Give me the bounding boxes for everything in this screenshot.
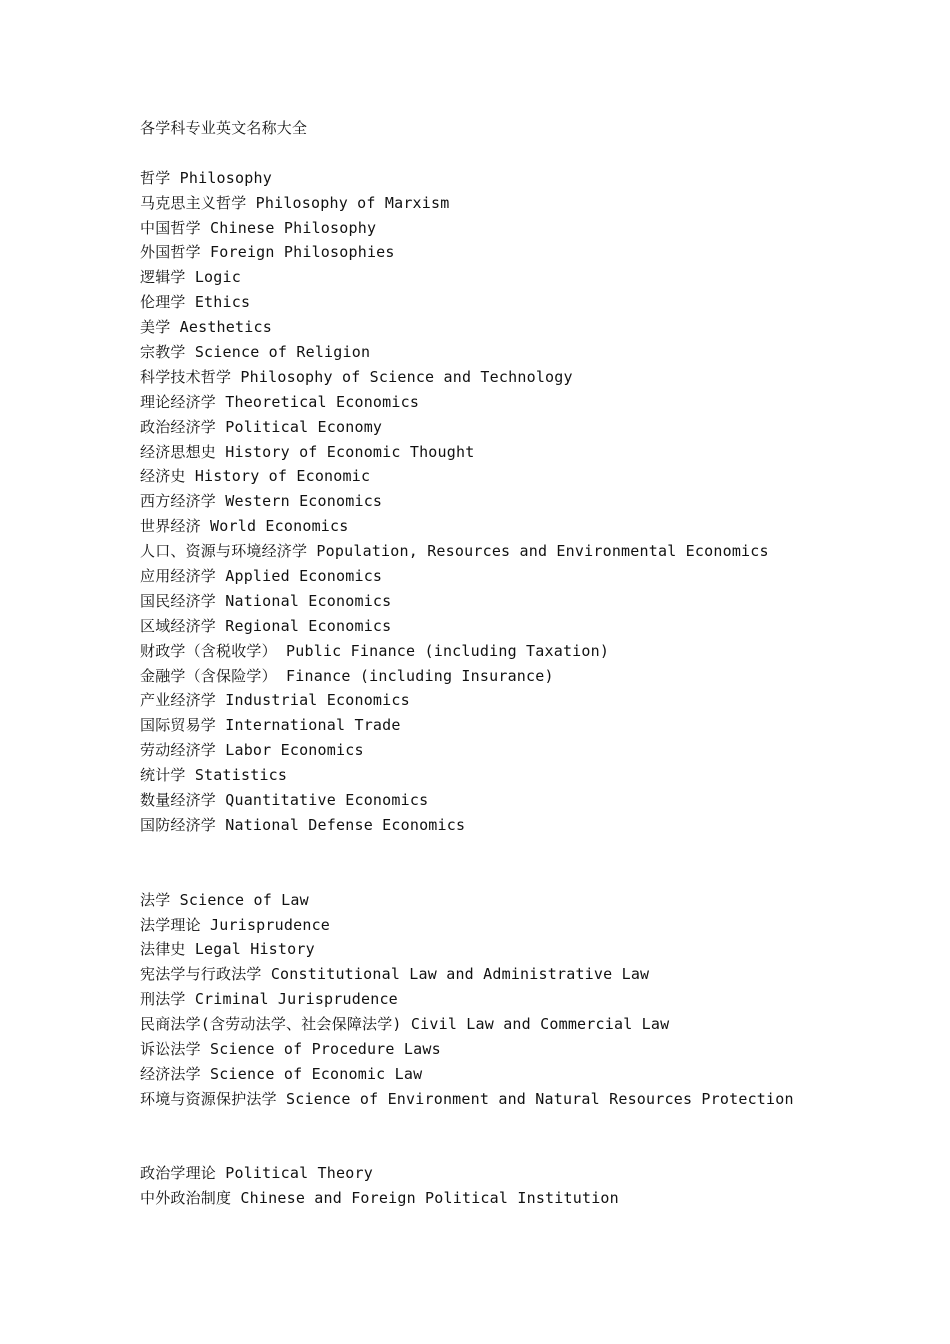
section-law — [140, 888, 920, 1112]
list-item: 区域经济学 Regional Economics — [140, 616, 392, 635]
list-item: 政治学理论 Political Theory — [140, 1164, 373, 1183]
list-item: 世界经济 World Economics — [140, 517, 349, 536]
list-item: 统计学 Statistics — [140, 766, 288, 785]
list-item: 人口、资源与环境经济学 Population, Resources and Environmental Economics — [140, 542, 769, 561]
list-item: 宪法学与行政法学 Constitutional Law and Administrative Law — [140, 965, 650, 984]
list-item: 经济法学 Science of Economic Law — [140, 1064, 423, 1083]
list-item: 逻辑学 Logic — [140, 268, 241, 287]
list-item: 宗教学 Science of Religion — [140, 343, 371, 362]
list-item: 国防经济学 National Defense Economics — [140, 815, 466, 834]
list-item: 经济史 History of Economic — [140, 467, 371, 486]
spacer — [140, 1112, 920, 1162]
list-item: 法学理论 Jurisprudence — [140, 915, 331, 934]
list-item: 应用经济学 Applied Economics — [140, 567, 383, 586]
list-item: 数量经济学 Quantitative Economics — [140, 791, 429, 810]
list-item: 科学技术哲学 Philosophy of Science and Technology — [140, 367, 573, 386]
document-title: 各学科专业英文名称大全 — [140, 119, 308, 137]
list-item: 哲学 Philosophy — [140, 168, 272, 187]
list-item: 环境与资源保护法学 Science of Environment and Natural Resources Protection — [140, 1089, 794, 1108]
list-item: 经济思想史 History of Economic Thought — [140, 442, 475, 461]
list-item: 中外政治制度 Chinese and Foreign Political Institution — [140, 1189, 619, 1208]
list-item: 财政学（含税收学） Public Finance (including Taxation) — [140, 641, 610, 660]
list-item: 诉讼法学 Science of Procedure Laws — [140, 1039, 441, 1058]
list-item: 产业经济学 Industrial Economics — [140, 691, 410, 710]
list-item: 外国哲学 Foreign Philosophies — [140, 243, 395, 262]
list-item: 国民经济学 National Economics — [140, 591, 392, 610]
document-page — [140, 116, 920, 1211]
list-item: 政治经济学 Political Economy — [140, 417, 383, 436]
list-item: 伦理学 Ethics — [140, 293, 251, 312]
section-philosophy-economics — [140, 166, 920, 838]
section-political-science — [140, 1161, 920, 1211]
list-item: 国际贸易学 International Trade — [140, 716, 401, 735]
list-item: 西方经济学 Western Economics — [140, 492, 383, 511]
list-item: 理论经济学 Theoretical Economics — [140, 392, 420, 411]
list-item: 劳动经济学 Labor Economics — [140, 741, 364, 760]
list-item: 法律史 Legal History — [140, 940, 315, 959]
spacer — [140, 141, 920, 166]
list-item: 刑法学 Criminal Jurisprudence — [140, 990, 398, 1009]
list-item: 民商法学(含劳动法学、社会保障法学) Civil Law and Commercial Law — [140, 1015, 670, 1034]
spacer — [140, 838, 920, 888]
list-item: 美学 Aesthetics — [140, 318, 272, 337]
list-item: 金融学（含保险学） Finance (including Insurance) — [140, 666, 554, 685]
list-item: 法学 Science of Law — [140, 890, 309, 909]
list-item: 中国哲学 Chinese Philosophy — [140, 218, 377, 237]
list-item: 马克思主义哲学 Philosophy of Marxism — [140, 193, 450, 212]
